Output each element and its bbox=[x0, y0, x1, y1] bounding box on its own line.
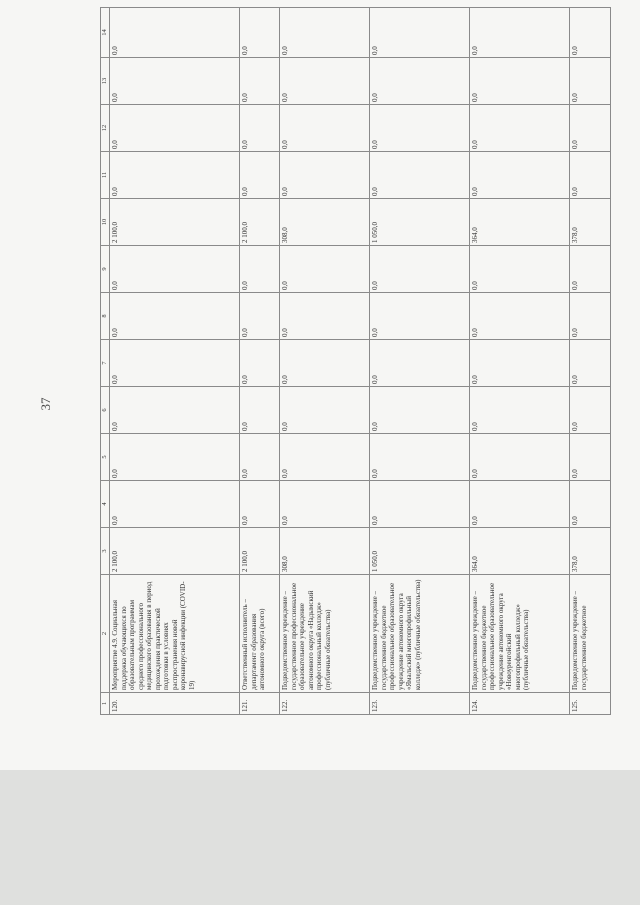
value-cell: 0,0 bbox=[370, 8, 470, 58]
value-cell: 364,0 bbox=[470, 528, 570, 575]
value-cell: 0,0 bbox=[370, 340, 470, 387]
value-cell: 0,0 bbox=[570, 152, 611, 199]
row-number: 123. bbox=[370, 693, 470, 715]
value-cell: 0,0 bbox=[240, 152, 280, 199]
value-cell: 0,0 bbox=[280, 387, 370, 434]
value-cell: 0,0 bbox=[570, 58, 611, 105]
header-cell: 2 bbox=[101, 575, 110, 693]
value-cell: 0,0 bbox=[240, 340, 280, 387]
value-cell: 0,0 bbox=[280, 340, 370, 387]
table-row bbox=[470, 8, 570, 715]
header-cell: 14 bbox=[101, 8, 110, 58]
value-cell: 0,0 bbox=[110, 481, 240, 528]
rotated-table-container bbox=[100, 29, 610, 715]
table-row bbox=[370, 8, 470, 715]
row-name: Подведомственное учреждение – государственное профессиональное образовательное учреждение автономного округа «Надымский профессиональный колледж» (публичные обязательства) bbox=[280, 575, 370, 693]
value-cell: 308,0 bbox=[280, 528, 370, 575]
value-cell: 2 100,0 bbox=[240, 528, 280, 575]
header-cell: 11 bbox=[101, 152, 110, 199]
value-cell: 0,0 bbox=[470, 246, 570, 293]
header-cell: 12 bbox=[101, 105, 110, 152]
row-name: Подведомственное учреждение – государственное бюджетное профессиональное образовательное учреждение автономного округа «Ямальский многопрофильный колледж» (публичные обязательства) bbox=[370, 575, 470, 693]
value-cell: 2 100,0 bbox=[110, 199, 240, 246]
value-cell: 0,0 bbox=[280, 152, 370, 199]
value-cell: 0,0 bbox=[110, 340, 240, 387]
value-cell: 0,0 bbox=[470, 58, 570, 105]
value-cell: 364,0 bbox=[470, 199, 570, 246]
value-cell: 0,0 bbox=[470, 340, 570, 387]
value-cell: 378,0 bbox=[570, 199, 611, 246]
value-cell: 1 050,0 bbox=[370, 528, 470, 575]
value-cell: 0,0 bbox=[280, 293, 370, 340]
header-cell: 7 bbox=[101, 340, 110, 387]
value-cell: 0,0 bbox=[370, 481, 470, 528]
value-cell: 0,0 bbox=[570, 246, 611, 293]
value-cell: 0,0 bbox=[110, 8, 240, 58]
value-cell: 0,0 bbox=[570, 340, 611, 387]
value-cell: 0,0 bbox=[570, 293, 611, 340]
value-cell: 0,0 bbox=[110, 387, 240, 434]
value-cell: 308,0 bbox=[280, 199, 370, 246]
value-cell: 0,0 bbox=[370, 105, 470, 152]
value-cell: 0,0 bbox=[240, 8, 280, 58]
value-cell: 0,0 bbox=[110, 152, 240, 199]
value-cell: 0,0 bbox=[470, 434, 570, 481]
value-cell: 0,0 bbox=[470, 8, 570, 58]
table-row bbox=[280, 8, 370, 715]
row-number: 122. bbox=[280, 693, 370, 715]
value-cell: 0,0 bbox=[570, 387, 611, 434]
value-cell: 0,0 bbox=[370, 152, 470, 199]
table-header-row bbox=[101, 8, 110, 715]
value-cell: 0,0 bbox=[240, 58, 280, 105]
header-cell: 1 bbox=[101, 693, 110, 715]
row-name: Подведомственное учреждение – государственное бюджетное bbox=[570, 575, 611, 693]
row-number: 120. bbox=[110, 693, 240, 715]
header-cell: 13 bbox=[101, 58, 110, 105]
value-cell: 2 100,0 bbox=[240, 199, 280, 246]
value-cell: 0,0 bbox=[370, 387, 470, 434]
row-name: Ответственный исполнитель – департамент образования автономного округа (всего) bbox=[240, 575, 280, 693]
budget-table bbox=[100, 7, 611, 715]
table-row bbox=[570, 8, 611, 715]
table-row bbox=[110, 8, 240, 715]
header-cell: 6 bbox=[101, 387, 110, 434]
value-cell: 0,0 bbox=[370, 246, 470, 293]
row-number: 124. bbox=[470, 693, 570, 715]
header-cell: 10 bbox=[101, 199, 110, 246]
value-cell: 0,0 bbox=[240, 105, 280, 152]
page-number: 37 bbox=[38, 397, 53, 411]
value-cell: 0,0 bbox=[240, 387, 280, 434]
row-number: 125. bbox=[570, 693, 611, 715]
row-name: Подведомственное учреждение – государственное бюджетное профессиональное образовательное учреждение автономного округа «Новоуренгойский многопрофильный колледж» (публичные обязательства) bbox=[470, 575, 570, 693]
value-cell: 0,0 bbox=[570, 434, 611, 481]
value-cell: 0,0 bbox=[370, 434, 470, 481]
value-cell: 0,0 bbox=[470, 293, 570, 340]
value-cell: 0,0 bbox=[280, 246, 370, 293]
row-number: 121. bbox=[240, 693, 280, 715]
value-cell: 0,0 bbox=[370, 293, 470, 340]
value-cell: 0,0 bbox=[570, 105, 611, 152]
header-cell: 3 bbox=[101, 528, 110, 575]
value-cell: 0,0 bbox=[280, 8, 370, 58]
value-cell: 0,0 bbox=[240, 481, 280, 528]
value-cell: 2 100,0 bbox=[110, 528, 240, 575]
value-cell: 0,0 bbox=[470, 152, 570, 199]
value-cell: 0,0 bbox=[240, 434, 280, 481]
value-cell: 0,0 bbox=[240, 293, 280, 340]
value-cell: 0,0 bbox=[570, 8, 611, 58]
table-row bbox=[240, 8, 280, 715]
value-cell: 1 050,0 bbox=[370, 199, 470, 246]
header-cell: 9 bbox=[101, 246, 110, 293]
value-cell: 0,0 bbox=[470, 481, 570, 528]
value-cell: 0,0 bbox=[570, 481, 611, 528]
header-cell: 5 bbox=[101, 434, 110, 481]
value-cell: 0,0 bbox=[370, 58, 470, 105]
header-cell: 8 bbox=[101, 293, 110, 340]
value-cell: 378,0 bbox=[570, 528, 611, 575]
value-cell: 0,0 bbox=[240, 246, 280, 293]
value-cell: 0,0 bbox=[280, 58, 370, 105]
value-cell: 0,0 bbox=[110, 105, 240, 152]
value-cell: 0,0 bbox=[110, 58, 240, 105]
value-cell: 0,0 bbox=[470, 105, 570, 152]
value-cell: 0,0 bbox=[110, 293, 240, 340]
value-cell: 0,0 bbox=[110, 434, 240, 481]
value-cell: 0,0 bbox=[280, 434, 370, 481]
value-cell: 0,0 bbox=[280, 481, 370, 528]
value-cell: 0,0 bbox=[280, 105, 370, 152]
row-name: Мероприятие 4.9. Социальная поддержка обучающихся по образовательным программам среднего профессионального медицинского образования в период прохождения практической подготовки в условиях распространения новой коронавирусной инфекции (COVID-19) bbox=[110, 575, 240, 693]
header-cell: 4 bbox=[101, 481, 110, 528]
value-cell: 0,0 bbox=[470, 387, 570, 434]
value-cell: 0,0 bbox=[110, 246, 240, 293]
